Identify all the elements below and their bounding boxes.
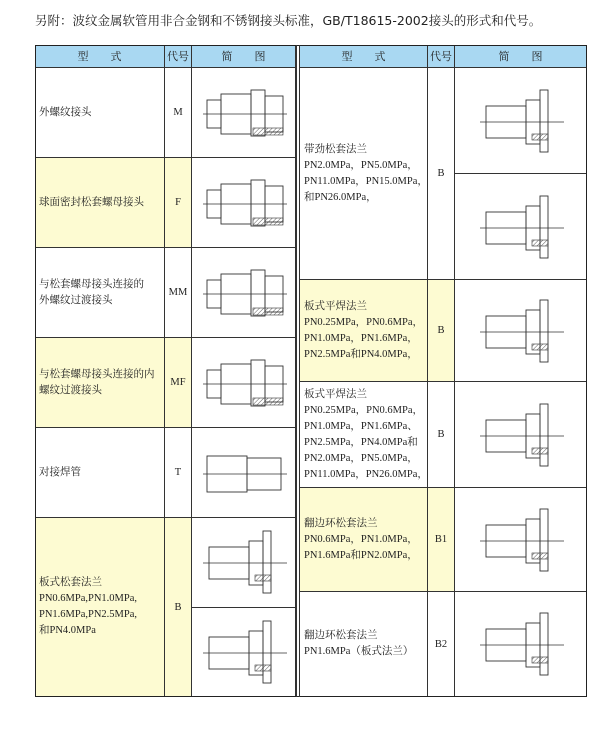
type-text: 板式松套法兰 [39,577,102,588]
type-cell [300,488,428,592]
code-cell [165,68,192,158]
type-text: 球面密封松套螺母接头 [39,196,144,208]
diagram-cell [192,68,296,158]
left-header-type [35,45,165,68]
type-cell [35,518,165,697]
code-cell [428,382,455,488]
type-text: 带劲松套法兰 [304,143,367,155]
type-text: PN0.25MPa，PN0.6MPa， [304,316,424,328]
header-label: 型 式 [341,51,386,63]
code-text: B [437,429,445,440]
type-text: 板式平焊法兰 [304,388,367,400]
code-cell [165,338,192,428]
type-text: 与松套螺母接头连接的 [39,278,144,290]
right-header-diagram [455,45,587,68]
code-text: B [437,325,445,336]
type-text: 外螺纹接头 [39,106,92,118]
neck-flange-diagram-icon [476,86,566,156]
diagram-cell [455,280,587,382]
type-text: PN1.6MPa和PN2.0MPa， [304,549,418,561]
male-adapter-diagram-icon [199,258,289,328]
diagram-cell [455,68,587,174]
type-text: PN2.5MPa和PN4.0MPa， [304,348,418,360]
type-text: 与松套螺母接头连接的内 [39,368,155,380]
diagram-cell [455,174,587,280]
loose-flange-diagram-icon [199,617,289,687]
code-text: MM [168,287,188,298]
double-divider [299,45,300,697]
female-adapter-diagram-icon [199,348,289,418]
code-cell [165,158,192,248]
type-text: PN2.0MPa，PN5.0MPa， [304,159,418,171]
slip-on-flange-diagram-icon [476,400,566,470]
type-cell [35,248,165,338]
type-cell [300,592,428,697]
type-text: 对接焊管 [39,466,81,478]
type-cell [300,280,428,382]
type-cell [35,338,165,428]
type-text: 板式平焊法兰 [304,300,367,312]
diagram-cell [192,428,296,518]
code-text: M [173,107,183,118]
left-header-diagram [192,45,296,68]
lap-joint-flange-diagram-icon [476,609,566,679]
type-text: PN11.0MPa，PN15.0MPa， [304,175,428,187]
code-text: B2 [434,638,448,650]
left-header-code [165,45,192,68]
neck-flange-diagram-icon [476,192,566,262]
type-cell [300,68,428,280]
type-text: PN2.0MPa，PN5.0MPa， [304,452,418,464]
type-cell [35,158,165,248]
type-cell [300,382,428,488]
type-text: PN0.6MPa,PN1.0MPa, [39,593,138,604]
code-cell [428,592,455,697]
code-text: F [175,197,181,208]
page-title: 另附：波纹金属软管用非合金钢和不锈钢接头标准，GB/T18615-2002接头的形式和代号。 [35,13,542,28]
type-text: PN2.5MPa，PN4.0MPa和 [304,436,418,448]
diagram-cell [192,608,296,698]
type-text: PN1.0MPa，PN1.6MPa， [304,332,418,344]
swivel-nut-fitting-diagram-icon [199,168,289,238]
type-text: 和PN26.0MPa， [304,191,377,203]
type-text: PN0.6MPa，PN1.0MPa， [304,533,418,545]
double-divider [296,45,297,697]
type-text: PN1.6MPa,PN2.5MPa, [39,609,138,620]
header-label: 代号 [430,51,452,63]
header-label: 代号 [167,51,189,63]
diagram-cell [455,488,587,592]
code-text: T [174,467,182,478]
code-text: B [174,601,182,613]
header-label: 型 式 [77,51,122,63]
code-text: B1 [434,534,448,545]
type-cell [35,68,165,158]
right-header-type [300,45,428,68]
butt-weld-pipe-diagram-icon [199,438,289,508]
diagram-cell [192,518,296,608]
type-text: 螺纹过渡接头 [39,384,102,396]
type-text: 翻边环松套法兰 [304,630,378,641]
type-text: 和PN4.0MPa [39,625,96,636]
code-cell [428,280,455,382]
code-cell [165,428,192,518]
type-text: PN1.6MPa（板式法兰） [304,646,414,657]
code-text: B [437,168,445,179]
code-cell [428,68,455,280]
diagram-cell [455,592,587,697]
loose-flange-diagram-icon [199,527,289,597]
type-text: 外螺纹过渡接头 [39,294,113,306]
code-cell [165,518,192,697]
diagram-cell [192,158,296,248]
type-cell [35,428,165,518]
type-text: PN0.25MPa，PN0.6MPa， [304,404,424,416]
male-thread-fitting-diagram-icon [199,78,289,148]
type-text: PN11.0MPa，PN26.0MPa， [304,468,428,480]
slip-on-flange-diagram-icon [476,296,566,366]
diagram-cell [192,338,296,428]
type-text: PN1.0MPa，PN1.6MPa、 [304,420,418,432]
code-text: MF [170,377,186,388]
diagram-cell [455,382,587,488]
diagram-cell [192,248,296,338]
code-cell [428,488,455,592]
header-label: 简 图 [221,51,266,63]
lap-joint-flange-diagram-icon [476,505,566,575]
header-label: 简 图 [498,51,543,63]
right-header-code [428,45,455,68]
type-text: 翻边环松套法兰 [304,517,378,529]
code-cell [165,248,192,338]
